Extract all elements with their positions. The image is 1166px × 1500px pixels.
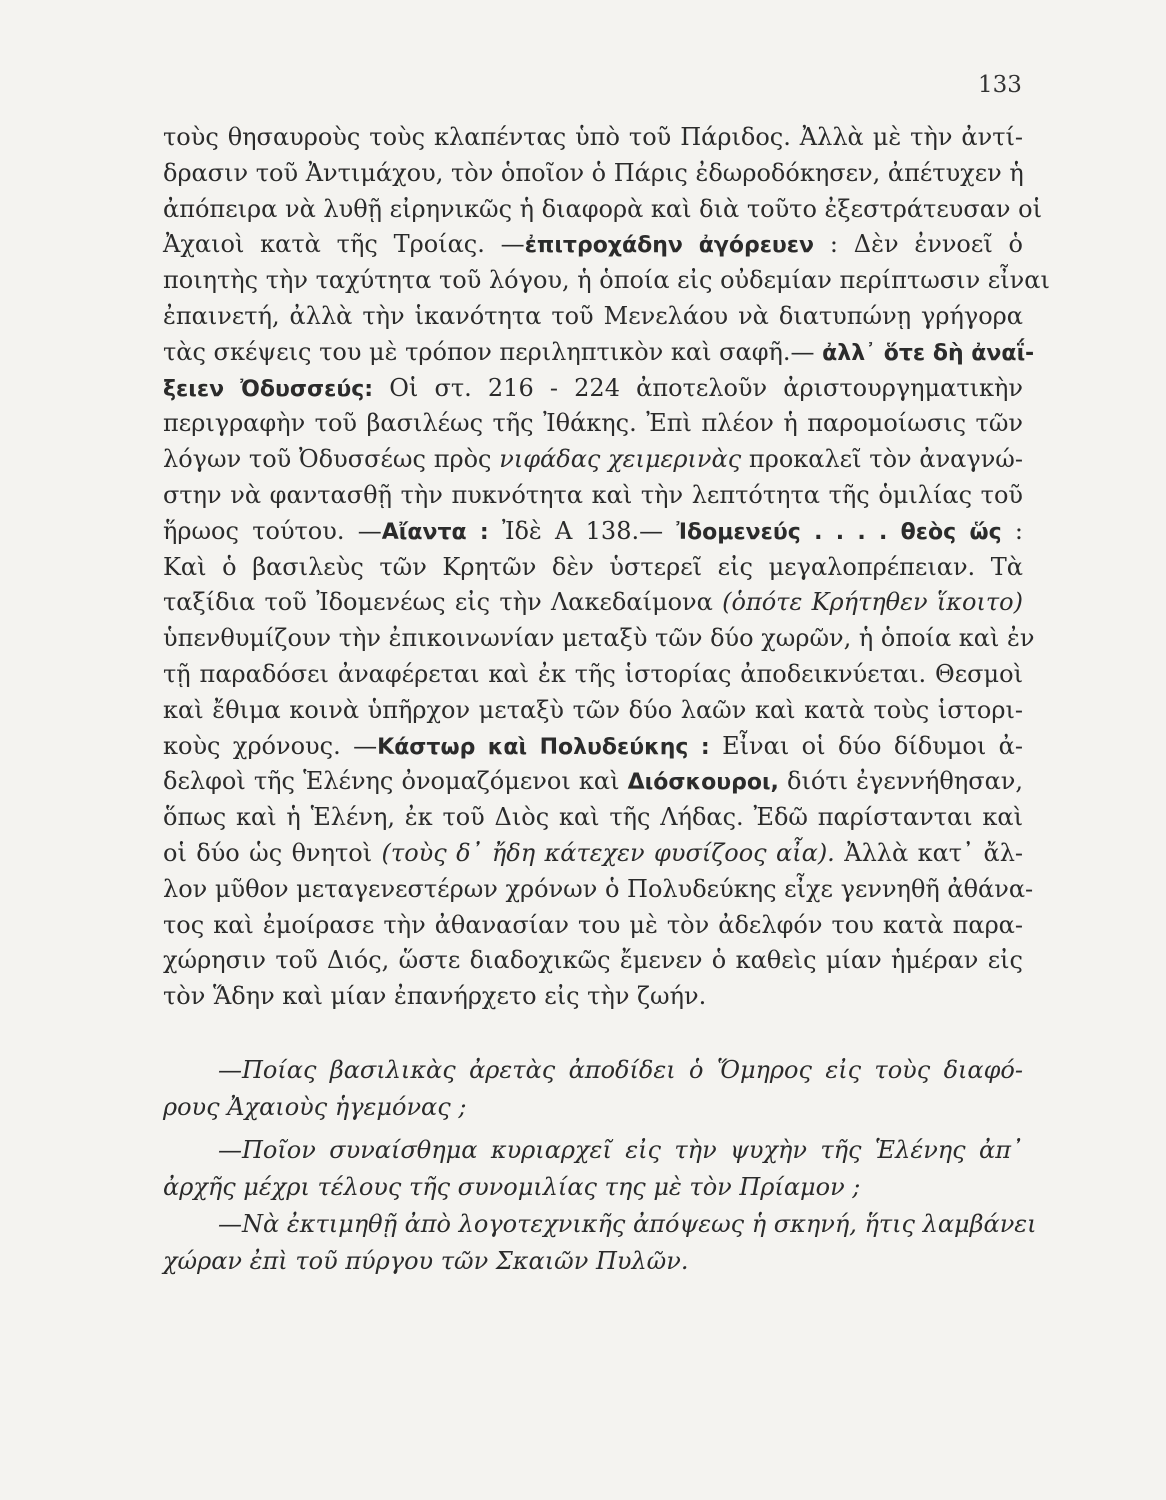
- page-number: 133: [978, 72, 1022, 98]
- text-line: ἀπόπειρα νὰ λυθῇ εἰρηνικῶς ἡ διαφορὰ καὶ διὰ τοῦτο ἐξεστράτευσαν οἱ: [163, 194, 1043, 223]
- text-line: καὶ ἔθιμα κοινὰ ὑπῆρχον μεταξὺ τῶν δύο λαῶν καὶ κατὰ τοὺς ἱστορι-: [163, 695, 1023, 724]
- text-line: ἐπαινετή, ἀλλὰ τὴν ἱκανότητα τοῦ Μενελάου νὰ διατυπώνῃ γρήγορα: [163, 301, 1023, 330]
- text-line: τὰς σκέψεις του μὲ τρόπον περιληπτικὸν καὶ σαφῆ.— ἀλλ᾽ ὅτε δὴ ἀναΐ-: [163, 337, 1035, 366]
- lemma: Κάστωρ καὶ Πολυδεύκης :: [377, 734, 710, 760]
- lemma: Αἴαντα :: [381, 519, 489, 545]
- text-line: τὸν Ἅδην καὶ μίαν ἐπανήρχετο εἰς τὴν ζωήν.: [163, 982, 707, 1011]
- text-line: στην νὰ φαντασθῇ τὴν πυκνότητα καὶ τὴν λεπτότητα τῆς ὁμιλίας τοῦ: [163, 480, 1023, 509]
- question: [163, 1206, 1037, 1280]
- lemma: ἀλλ᾽ ὅτε δὴ ἀναΐ-: [822, 340, 1035, 366]
- text-line: ὑπενθυμίζουν τὴν ἐπικοινωνίαν μεταξὺ τῶν δύο χωρῶν, ἡ ὁποία καὶ ἐν: [163, 624, 1035, 653]
- text-line: λόγων τοῦ Ὀδυσσέως πρὸς νιφάδας χειμερινὰς προκαλεῖ τὸν ἀναγνώ-: [163, 445, 1023, 474]
- text-line: τῇ παραδόσει ἀναφέρεται καὶ ἐκ τῆς ἱστορίας ἀποδεικνύεται. Θεσμοὶ: [163, 659, 1023, 688]
- text-line: ποιητὴς τὴν ταχύτητα τοῦ λόγου, ἡ ὁποία εἰς οὐδεμίαν περίπτωσιν εἶναι: [163, 266, 1050, 295]
- lemma: ἐπιτροχάδην ἀγόρευεν: [524, 233, 815, 259]
- commentary-text: [163, 120, 1050, 1015]
- question-line: —Νὰ ἐκτιμηθῇ ἀπὸ λογοτεχνικῆς ἀπόψεως ἡ σκηνή, ἥτις λαμβάνει: [218, 1210, 1037, 1238]
- lemma: ξειεν Ὀδυσσεύς:: [163, 376, 374, 402]
- text-line: χώρησιν τοῦ Διός, ὥστε διαδοχικῶς ἔμενεν ὁ καθεὶς μίαν ἡμέραν εἰς: [163, 946, 1023, 975]
- quotation: (ὁπότε Κρήτηθεν ἵκοιτο): [722, 588, 1023, 617]
- quotation: νιφάδας χειμερινὰς: [499, 445, 742, 474]
- text-line: Καὶ ὁ βασιλεὺς τῶν Κρητῶν δὲν ὑστερεῖ εἰς μεγαλοπρέπειαν. Τὰ: [163, 552, 1023, 581]
- question-line: ἀρχῆς μέχρι τέλους τῆς συνομιλίας της μὲ τὸν Πρίαμον ;: [163, 1173, 861, 1201]
- text-line: δελφοὶ τῆς Ἑλένης ὀνομαζόμενοι καὶ Διόσκουροι, διότι ἐγεννήθησαν,: [163, 767, 1024, 796]
- text-line: ταξίδια τοῦ Ἰδομενέως εἰς τὴν Λακεδαίμονα (ὁπότε Κρήτηθεν ἵκοιτο): [163, 588, 1023, 617]
- text-line: τοὺς θησαυροὺς τοὺς κλαπέντας ὑπὸ τοῦ Πάριδος. Ἀλλὰ μὲ τὴν ἀντί-: [163, 123, 1023, 151]
- lemma: Διόσκουροι,: [627, 770, 779, 796]
- review-questions: [163, 1052, 1037, 1280]
- question-line: —Ποίας βασιλικὰς ἀρετὰς ἀποδίδει ὁ Ὅμηρος εἰς τοὺς διαφό-: [218, 1056, 1023, 1084]
- text-line: ὅπως καὶ ἡ Ἑλένη, ἐκ τοῦ Διὸς καὶ τῆς Λήδας. Ἐδῶ παρίστανται καὶ: [163, 803, 1023, 832]
- text-line: Ἀχαιοὶ κατὰ τῆς Τροίας. —ἐπιτροχάδην ἀγόρευεν : Δὲν ἐννοεῖ ὁ: [163, 230, 1023, 259]
- quotation: (τοὺς δ᾽ ἤδη κάτεχεν φυσίζοος αἶα).: [381, 838, 835, 867]
- text-line: ἥρωος τούτου. —Αἴαντα : Ἰδὲ Α 138.— Ἰδομενεύς . . . . θεὸς ὥς :: [163, 516, 1024, 545]
- question: [163, 1052, 1023, 1126]
- text-line: κοὺς χρόνους. —Κάστωρ καὶ Πολυδεύκης : Εἶναι οἱ δύο δίδυμοι ἀ-: [163, 731, 1023, 760]
- lemma: Ἰδομενεύς . . . . θεὸς ὥς: [676, 519, 1002, 545]
- text-line: τος καὶ ἐμοίρασε τὴν ἀθανασίαν του μὲ τὸν ἀδελφόν του κατὰ παρα-: [163, 910, 1023, 939]
- question: [163, 1132, 1023, 1206]
- text-line: οἱ δύο ὡς θνητοὶ (τοὺς δ᾽ ἤδη κάτεχεν φυσίζοος αἶα). Ἀλλὰ κατ᾽ ἄλ-: [163, 838, 1024, 867]
- text-line: περιγραφὴν τοῦ βασιλέως τῆς Ἰθάκης. Ἐπὶ πλέον ἡ παρομοίωσις τῶν: [163, 409, 1023, 438]
- question-line: —Ποῖον συναίσθημα κυριαρχεῖ εἰς τὴν ψυχὴν τῆς Ἑλένης ἀπ᾽: [218, 1136, 1023, 1164]
- question-line: ρους Ἀχαιοὺς ἡγεμόνας ;: [163, 1093, 467, 1121]
- text-line: λον μῦθον μεταγενεστέρων χρόνων ὁ Πολυδεύκης εἶχε γεννηθῆ ἀθάνα-: [163, 874, 1034, 903]
- text-line: δρασιν τοῦ Ἀντιμάχου, τὸν ὁποῖον ὁ Πάρις ἐδωροδόκησεν, ἀπέτυχεν ἡ: [163, 158, 1024, 187]
- text-line: ξειεν Ὀδυσσεύς: Οἱ στ. 216 - 224 ἀποτελοῦν ἀριστουργηματικὴν: [163, 373, 1023, 402]
- question-line: χώραν ἐπὶ τοῦ πύργου τῶν Σκαιῶν Πυλῶν.: [163, 1247, 689, 1275]
